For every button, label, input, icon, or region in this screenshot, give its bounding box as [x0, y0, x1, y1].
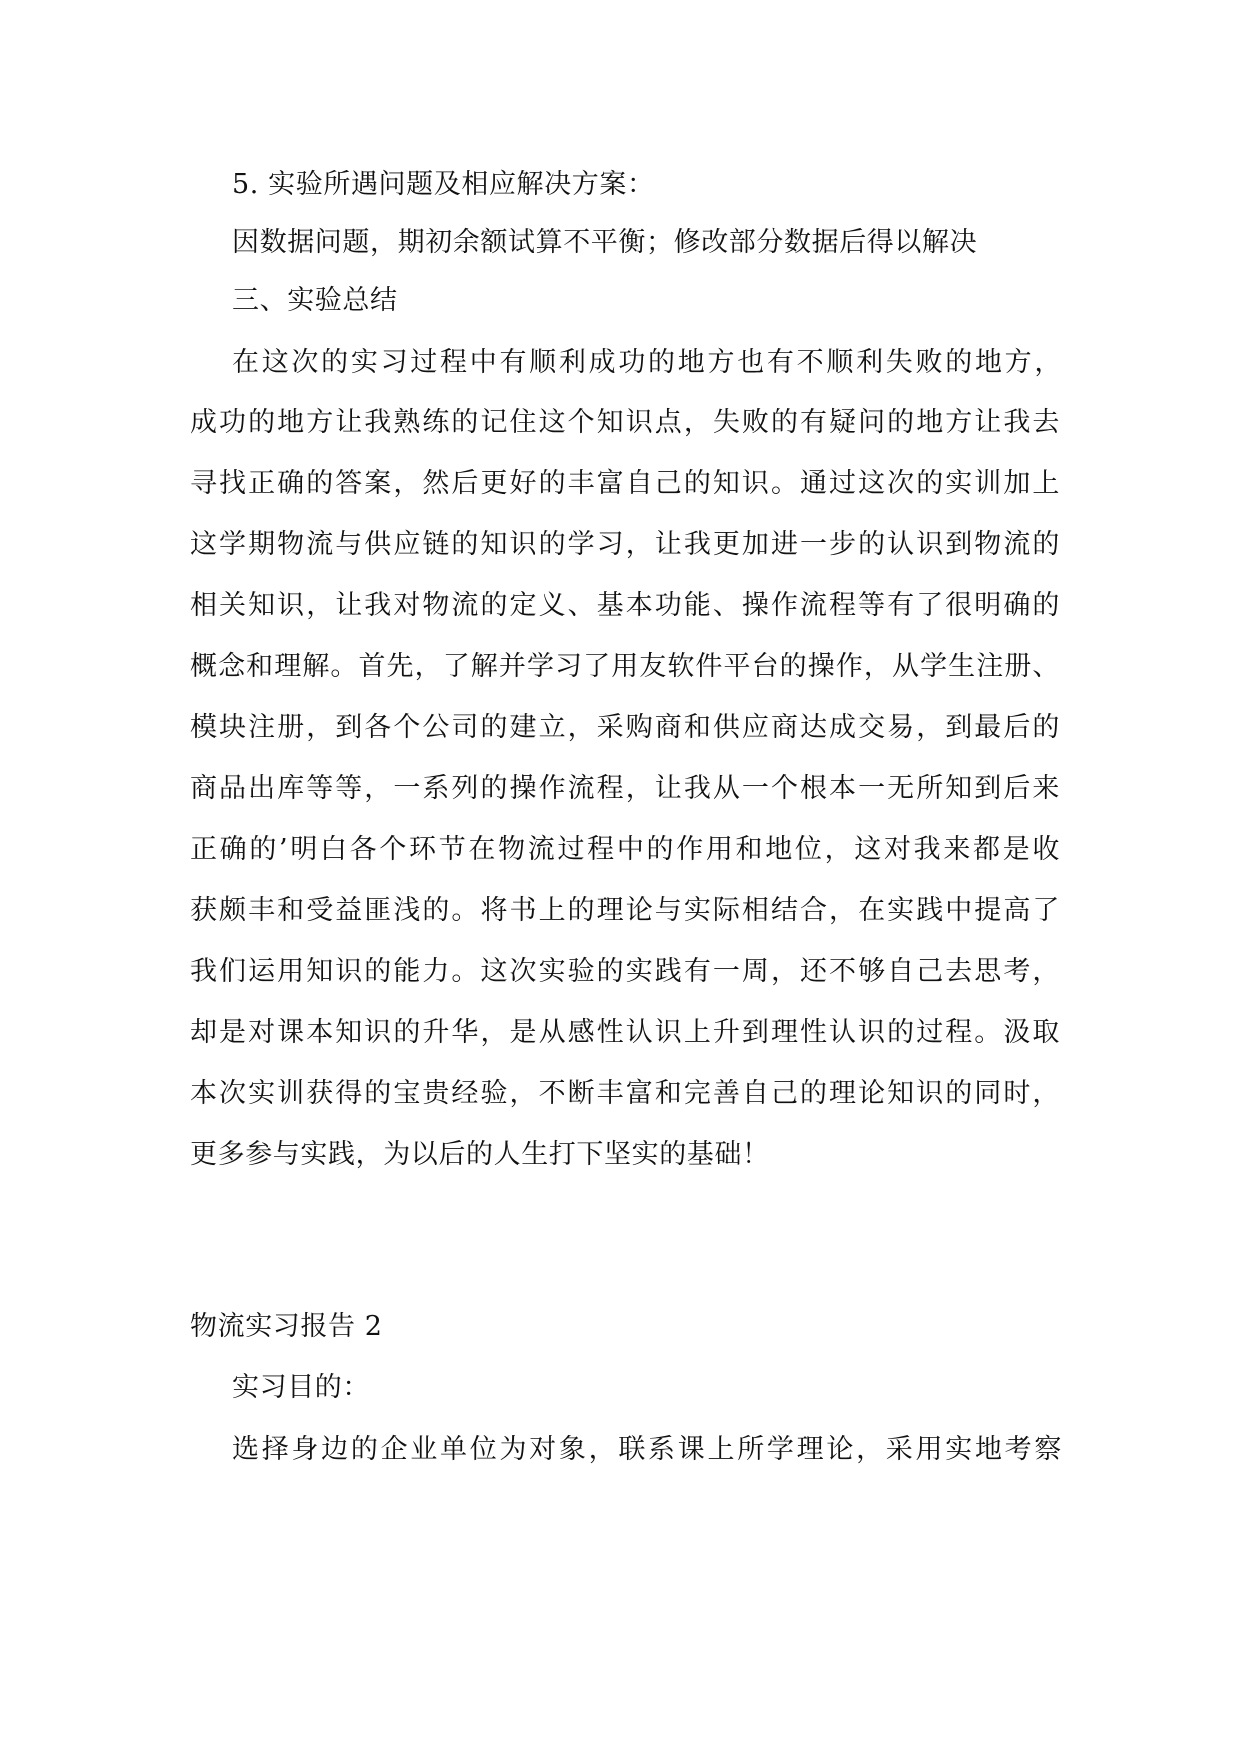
report2-title: 物流实习报告 2 [190, 1311, 383, 1342]
summary-line: 商品出库等等，一系列的操作流程，让我从一个根本一无所知到后来 [190, 773, 1060, 804]
section5-heading: 5. 实验所遇问题及相应解决方案： [232, 169, 655, 200]
summary-line: 获颇丰和受益匪浅的。将书上的理论与实际相结合，在实践中提高了 [190, 895, 1060, 926]
purpose-text: 选择身边的企业单位为对象，联系课上所学理论，采用实地考察 [232, 1434, 1062, 1465]
summary-line: 更多参与实践，为以后的人生打下坚实的基础！ [190, 1139, 770, 1170]
summary-line: 成功的地方让我熟练的记住这个知识点，失败的有疑问的地方让我去 [190, 407, 1060, 438]
summary-line: 本次实训获得的宝贵经验，不断丰富和完善自己的理论知识的同时， [190, 1078, 1060, 1109]
summary-line: 相关知识，让我对物流的定义、基本功能、操作流程等有了很明确的 [190, 590, 1060, 621]
summary-line: 这学期物流与供应链的知识的学习，让我更加进一步的认识到物流的 [190, 529, 1060, 560]
section5-text: 因数据问题，期初余额试算不平衡；修改部分数据后得以解决 [232, 227, 978, 258]
purpose-heading: 实习目的： [232, 1372, 370, 1403]
summary-line: 寻找正确的答案，然后更好的丰富自己的知识。通过这次的实训加上 [190, 468, 1060, 499]
section3-heading: 三、实验总结 [232, 285, 398, 316]
summary-line: 模块注册，到各个公司的建立，采购商和供应商达成交易，到最后的 [190, 712, 1060, 743]
summary-line: 却是对课本知识的升华，是从感性认识上升到理性认识的过程。汲取 [190, 1017, 1060, 1048]
summary-line: 在这次的实习过程中有顺利成功的地方也有不顺利失败的地方， [232, 347, 1062, 378]
summary-line: 我们运用知识的能力。这次实验的实践有一周，还不够自己去思考， [190, 956, 1060, 987]
summary-line: 概念和理解。首先，了解并学习了用友软件平台的操作，从学生注册、 [190, 651, 1060, 682]
summary-line: 正确的’明白各个环节在物流过程中的作用和地位，这对我来都是收 [190, 834, 1060, 865]
